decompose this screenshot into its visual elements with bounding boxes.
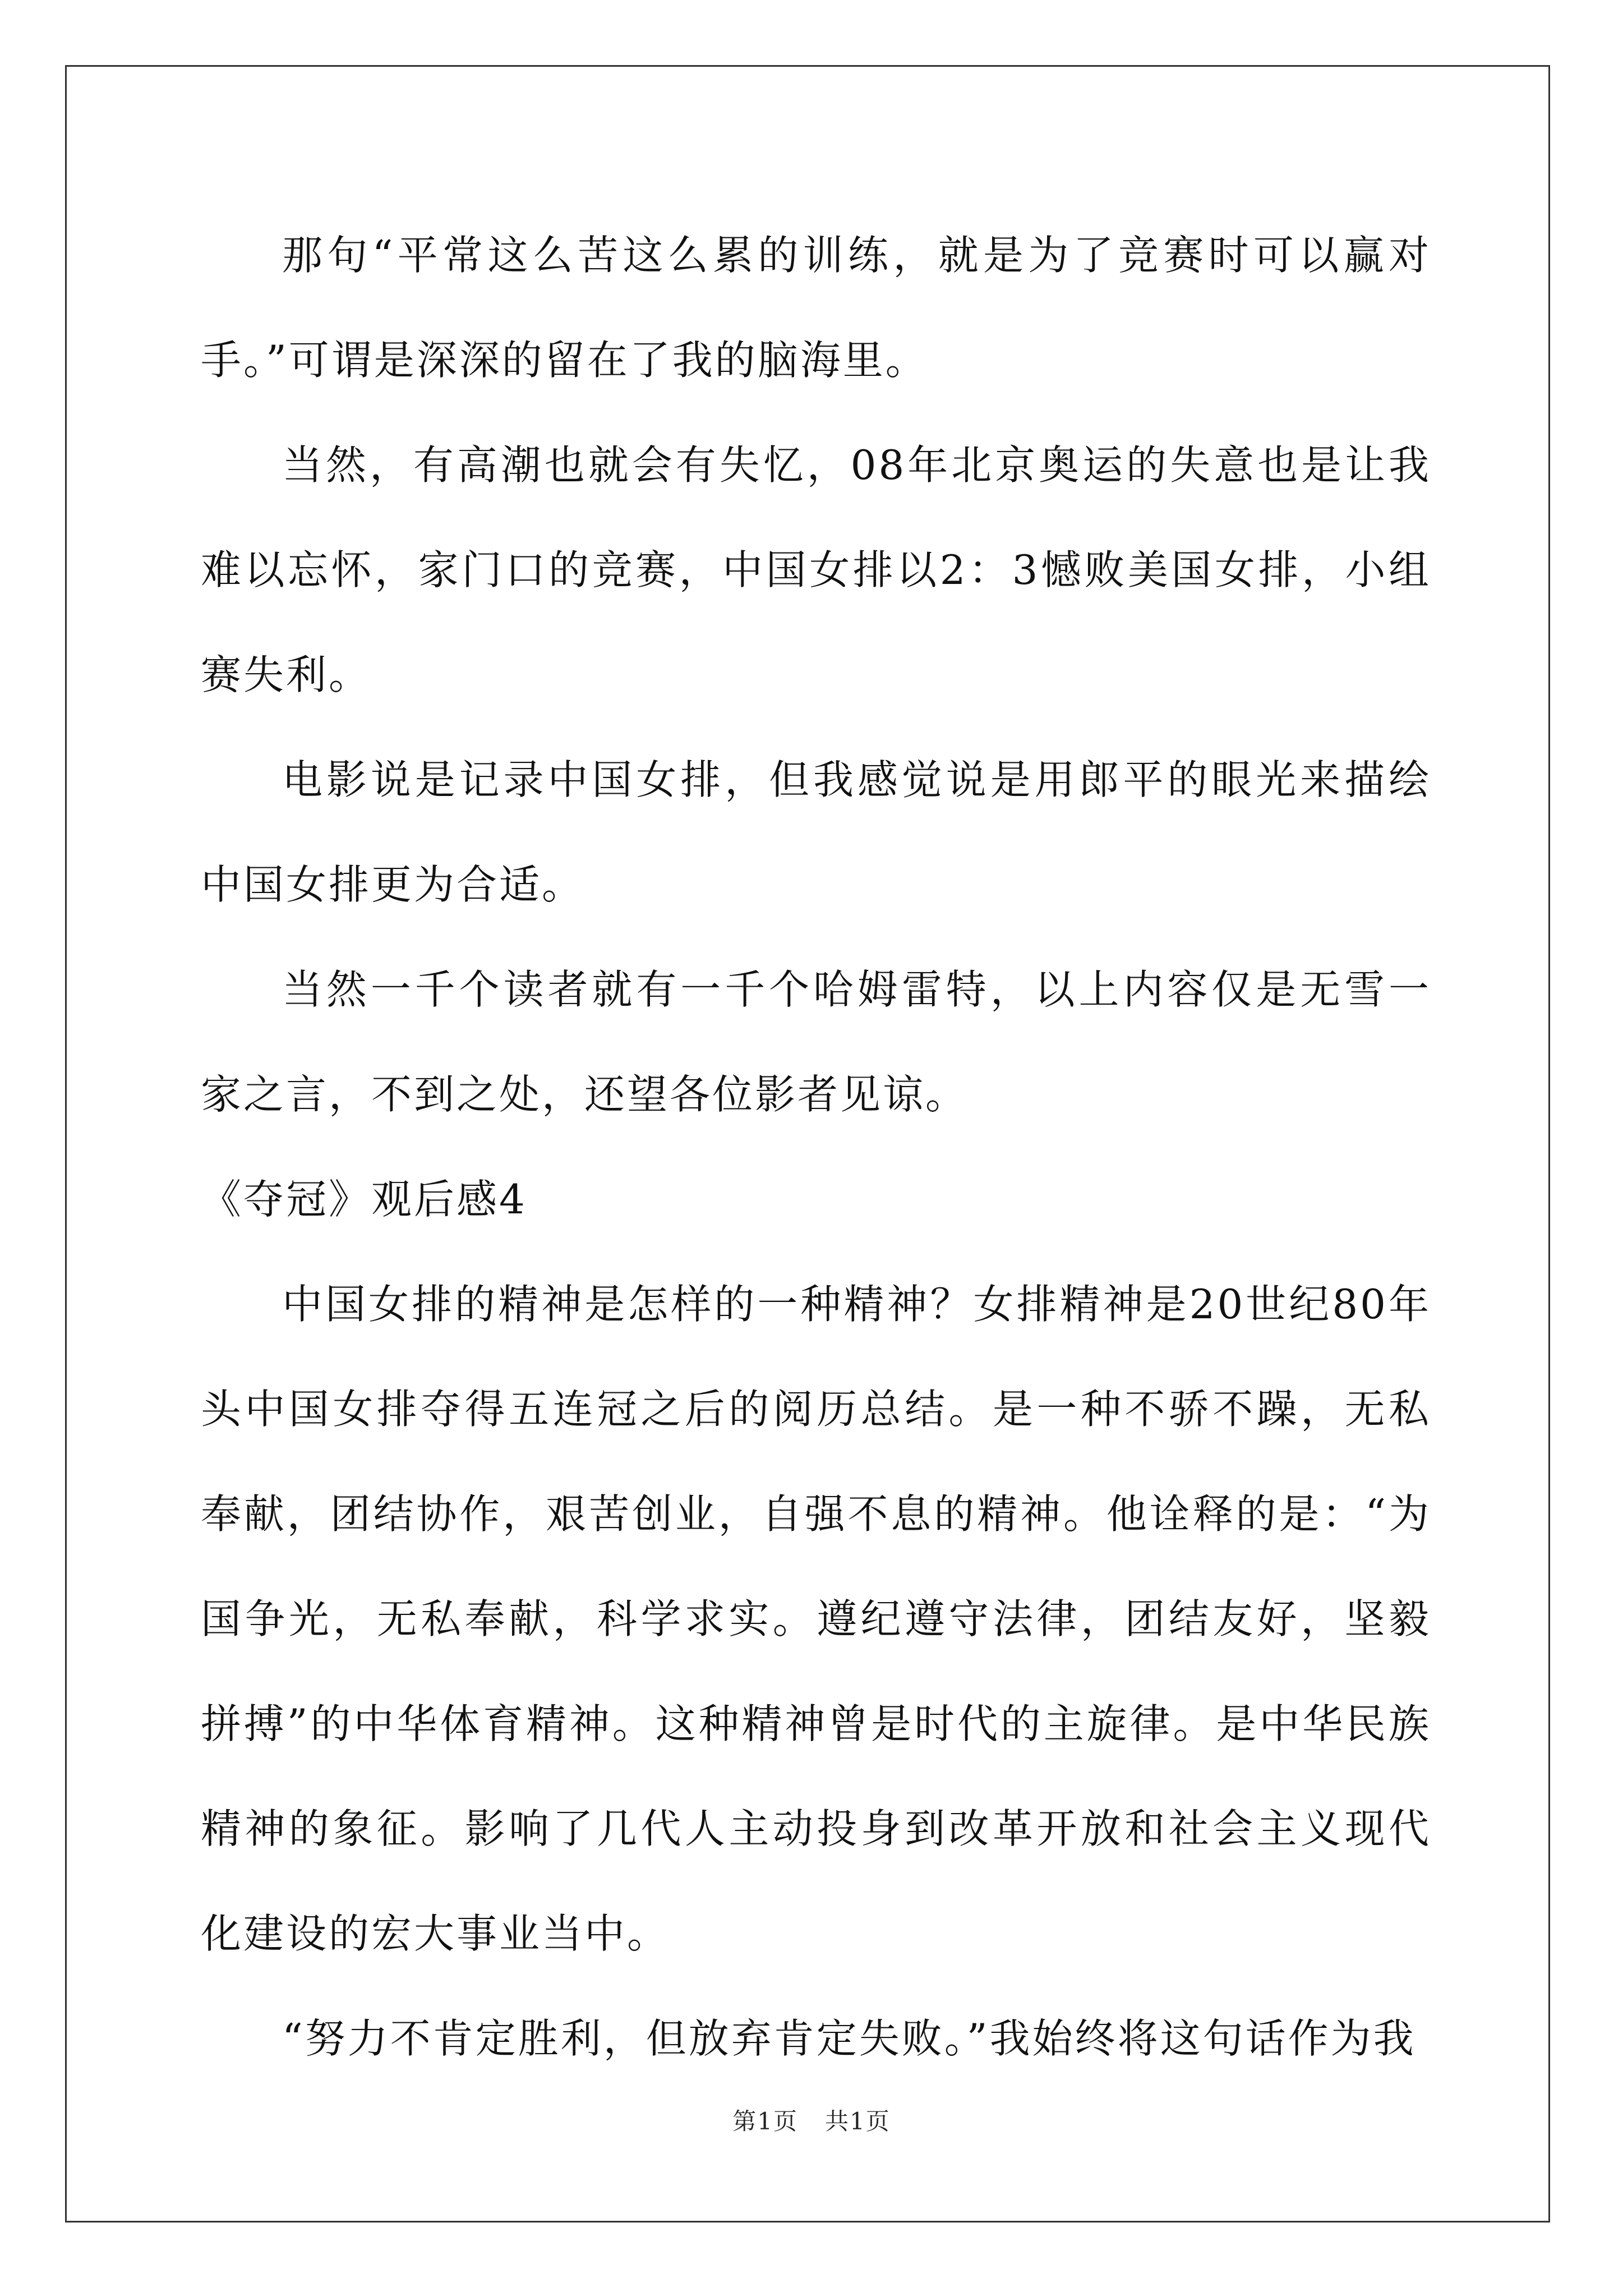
paragraph-1: 那句“平常这么苦这么累的训练，就是为了竞赛时可以赢对手。”可谓是深深的留在了我的脑海里。	[201, 232, 1431, 384]
paragraph-5: 中国女排的精神是怎样的一种精神？女排精神是20世纪80年头中国女排夺得五连冠之后的阅历总结。是一种不骄不躁，无私奉献，团结协作，艰苦创业，自强不息的精神。他诠释的是：“为国争光，无私奉献，科学求实。遵纪遵守法律，团结友好，坚毅拼搏”的中华体育精神。这种精神曾是时代的主旋律。是中华民族精神的象征。影响了几代人主动投身到改革开放和社会主义现代化建设的宏大事业当中。	[201, 1281, 1431, 1957]
paragraph-3: 电影说是记录中国女排，但我感觉说是用郎平的眼光来描绘中国女排更为合适。	[201, 756, 1431, 908]
paragraph-4: 当然一千个读者就有一千个哈姆雷特，以上内容仅是无雪一家之言，不到之处，还望各位影者见谅。	[201, 966, 1431, 1118]
section-heading: 《夺冠》观后感4	[201, 1176, 527, 1223]
paragraph-6: “努力不肯定胜利，但放弃肯定失败。”我始终将这句话作为我	[282, 2015, 1416, 2062]
paragraph-2: 当然，有高潮也就会有失忆，08年北京奥运的失意也是让我难以忘怀，家门口的竞赛，中国女排以2：3憾败美国女排，小组赛失利。	[201, 441, 1431, 698]
page-footer	[0, 2105, 1623, 2138]
page-number: 第1页	[732, 2108, 798, 2135]
document-body	[201, 203, 1431, 2091]
page-total: 共1页	[825, 2108, 891, 2135]
